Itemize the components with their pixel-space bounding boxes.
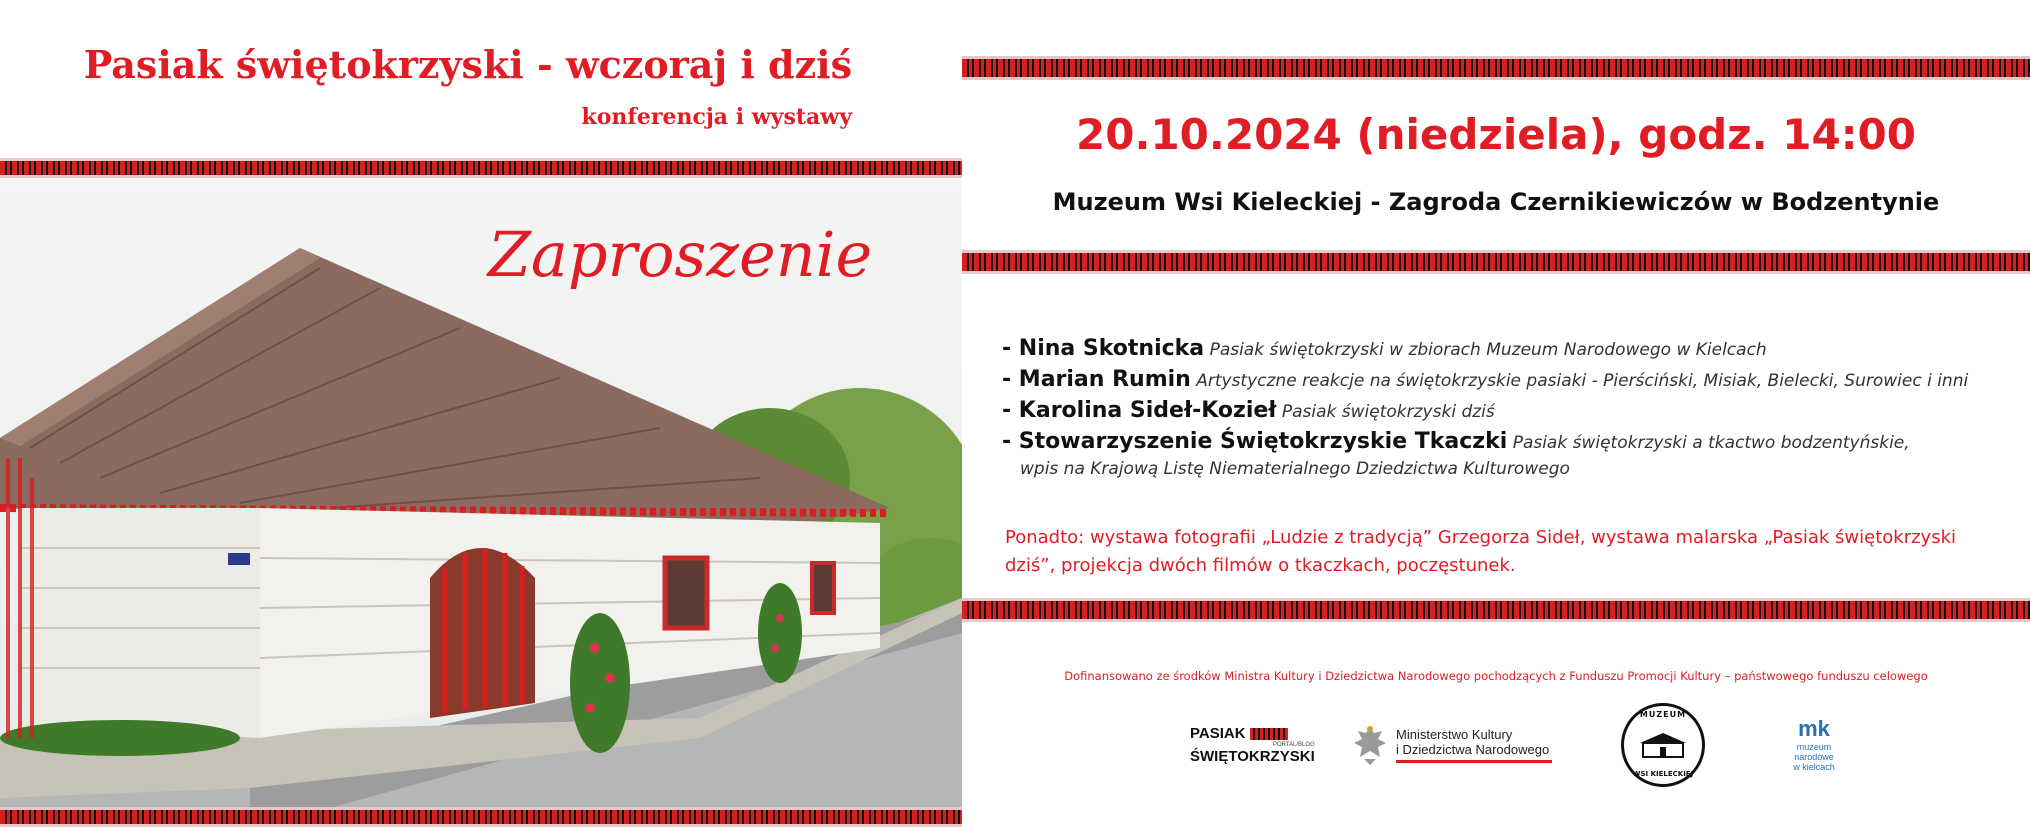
museum-seal-bottom-text: WSI KIELECKIEJ bbox=[1632, 770, 1694, 778]
speaker-item bbox=[1002, 365, 2012, 396]
stripe-band-right-middle bbox=[962, 250, 2030, 274]
mnk-line1: muzeum bbox=[1796, 742, 1832, 752]
event-title: Pasiak świętokrzyski - wczoraj i dziś bbox=[83, 42, 852, 87]
stripe-mark-icon bbox=[1250, 728, 1288, 740]
speaker-name: Stowarzyszenie Świętokrzyskie Tkaczki bbox=[1018, 429, 1508, 454]
mnk-line3: w kielcach bbox=[1793, 762, 1835, 772]
house-photo bbox=[0, 178, 962, 808]
house-wall-side bbox=[20, 508, 260, 738]
event-date: 20.10.2024 (niedziela), godz. 14:00 bbox=[1076, 110, 1916, 159]
partner-logos bbox=[962, 700, 2030, 790]
speaker-talk-continuation: wpis na Krajową Listę Niematerialnego Dziedzictwa Kulturowego bbox=[1020, 459, 1570, 479]
house-number-plate bbox=[228, 553, 250, 565]
speaker-talk: Pasiak świętokrzyski a tkactwo bodzentyńskie, bbox=[1512, 433, 1910, 453]
pasiak-logo bbox=[1190, 700, 1315, 790]
speaker-talk: Pasiak świętokrzyski w zbiorach Muzeum Narodowego w Kielcach bbox=[1209, 340, 1767, 360]
pasiak-logo-small: PORTAL/BLOG bbox=[1272, 742, 1315, 748]
museum-building-icon bbox=[1638, 731, 1688, 759]
museum-seal-top-text: MUZEUM bbox=[1639, 710, 1687, 719]
speaker-list bbox=[1002, 334, 2012, 480]
pasiak-logo-line1: PASIAK bbox=[1190, 725, 1246, 742]
speaker-name: Karolina Sideł-Kozieł bbox=[1018, 398, 1277, 423]
event-subtitle: konferencja i wystawy bbox=[581, 104, 852, 130]
speaker-prefix: - bbox=[1002, 429, 1019, 454]
speaker-prefix: - bbox=[1002, 336, 1019, 361]
speaker-item bbox=[1002, 334, 2012, 365]
window bbox=[665, 558, 707, 628]
speaker-talk: Artystyczne reakcje na świętokrzyskie pasiaki - Pierściński, Misiak, Bielecki, Surowiec i inni bbox=[1196, 371, 1969, 391]
stripe-band-left-top bbox=[0, 158, 962, 178]
eagle-emblem-icon bbox=[1352, 723, 1388, 767]
stripe-band-right-bottom bbox=[962, 598, 2030, 622]
event-venue: Muzeum Wsi Kieleckiej - Zagroda Czernikiewiczów w Bodzentynie bbox=[1052, 188, 1940, 216]
additional-program: Ponadto: wystawa fotografii „Ludzie z tradycją” Grzegorza Sideł, wystawa malarska „Pasiak świętokrzyski dziś”, projekcja dwóch filmów o tkaczkach, poczęstunek. bbox=[1005, 527, 1957, 576]
speaker-talk: Pasiak świętokrzyski dziś bbox=[1281, 402, 1495, 422]
pasiak-logo-line2: ŚWIĘTOKRZYSKI bbox=[1190, 748, 1315, 765]
ministry-logo-line1: Ministerstwo Kultury bbox=[1396, 727, 1513, 742]
speaker-name: Nina Skotnicka bbox=[1018, 336, 1205, 361]
ministry-logo-line2: i Dziedzictwa Narodowego bbox=[1396, 742, 1550, 757]
speaker-name: Marian Rumin bbox=[1018, 367, 1191, 392]
invitation-heading: Zaproszenie bbox=[487, 218, 873, 291]
stripe-band-right-top bbox=[962, 56, 2030, 80]
ministry-logo-underline bbox=[1396, 760, 1552, 763]
funding-note: Dofinansowano ze środków Ministra Kultury i Dziedzictwa Narodowego pochodzących z Funduszu Promocji Kultury – państwowego funduszu celowego bbox=[1064, 669, 1928, 683]
speaker-item bbox=[1002, 396, 2012, 427]
mnk-logo bbox=[1774, 700, 1854, 790]
mnk-mark-icon: mk bbox=[1798, 716, 1830, 741]
museum-seal-logo bbox=[1618, 700, 1708, 790]
ministry-logo bbox=[1352, 700, 1572, 790]
mnk-line2: narodowe bbox=[1794, 752, 1834, 762]
roof bbox=[0, 248, 890, 538]
speaker-prefix: - bbox=[1002, 398, 1019, 423]
speaker-item bbox=[1002, 427, 2012, 480]
stripe-band-left-bottom bbox=[0, 807, 962, 827]
speaker-prefix: - bbox=[1002, 367, 1019, 392]
